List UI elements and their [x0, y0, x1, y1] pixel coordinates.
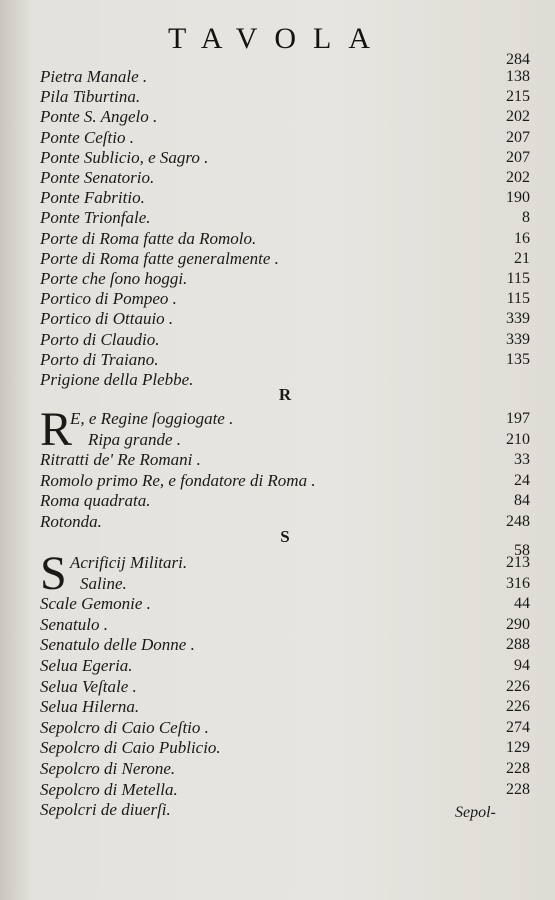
entry-page-number: 339 — [506, 310, 530, 328]
entry-page-number: 226 — [506, 677, 530, 695]
entry-page-number: 228 — [506, 780, 530, 798]
entry-page-number: 33 — [514, 451, 530, 468]
entry-title: Romolo primo Re, e fondatore di Roma . — [40, 470, 316, 490]
entry-page-number: 274 — [506, 718, 530, 736]
entry-title: Senatulo . — [40, 614, 108, 634]
entry-page-number: 207 — [506, 148, 530, 166]
index-entry — [40, 229, 530, 249]
entry-title: Sepolcro di Metella. — [40, 779, 178, 799]
entry-page-number: 290 — [506, 615, 530, 633]
index-entry — [40, 269, 530, 289]
entry-title: Portico di Pompeo . — [40, 289, 177, 309]
entry-title: E, e Regine ſoggiogate . — [70, 409, 234, 428]
index-entry — [40, 409, 530, 429]
index-entry — [40, 188, 530, 208]
index-entry — [40, 87, 530, 107]
entry-title: Ponte Trionfale. — [40, 208, 151, 228]
entry-title: Pietra Manale . — [40, 67, 148, 86]
entry-title: Acrificij Militari. — [70, 553, 188, 572]
entry-title: Scale Gemonie . — [40, 594, 151, 614]
index-entry — [40, 697, 530, 717]
section-heading-s: S — [280, 527, 290, 546]
entry-title: Ponte Sublicio, e Sagro . — [40, 147, 209, 167]
index-entry — [40, 168, 530, 188]
entry-title: Porto di Traiano. — [40, 349, 159, 369]
entry-page-number: 94 — [514, 657, 530, 674]
entry-page-number: 44 — [514, 595, 530, 613]
index-entry — [40, 330, 530, 350]
entry-title: Porte di Roma fatte generalmente . — [40, 248, 279, 268]
entry-page-number: 202 — [506, 169, 530, 186]
section-heading-r: R — [278, 385, 292, 404]
entry-title: Porto di Claudio. — [40, 329, 160, 349]
entry-page-number: 21 — [514, 249, 530, 267]
entry-page-number: 284 — [506, 51, 530, 68]
entry-page-number: 202 — [506, 108, 530, 126]
entry-title: Sepolcri de diuerſi. — [40, 800, 171, 820]
index-entry — [40, 208, 530, 228]
entry-page-number: 115 — [506, 270, 530, 287]
entry-title: Ripa grande . — [88, 429, 182, 449]
entry-title: Ponte Fabritio. — [40, 188, 145, 208]
entry-page-number: 24 — [514, 471, 530, 489]
entry-page-number: 339 — [506, 330, 530, 348]
index-entry — [40, 450, 530, 470]
index-entry — [40, 128, 530, 148]
entry-page-number: 138 — [506, 68, 530, 85]
index-entry — [40, 471, 530, 491]
index-entry — [40, 491, 530, 511]
dropcap-r: R — [40, 403, 73, 456]
index-entry — [40, 780, 530, 800]
index-entry — [40, 718, 530, 738]
entry-title: Rotonda. — [40, 511, 102, 531]
index-entry — [40, 615, 530, 635]
index-entry — [40, 677, 530, 697]
entry-title: Sepolcro di Caio Ceſtio . — [40, 717, 209, 737]
entry-title: Porte che ſono hoggi. — [40, 269, 188, 288]
index-entry — [40, 148, 530, 168]
catchword: Sepol- — [455, 804, 496, 821]
entry-page-number: 84 — [514, 492, 530, 509]
entry-page-number: 190 — [506, 189, 530, 207]
entry-title: Selua Veſtale . — [40, 676, 137, 696]
entry-title: Ponte Senatorio. — [40, 168, 155, 187]
index-entry — [40, 656, 530, 676]
entry-page-number: 210 — [506, 430, 530, 448]
entry-page-number: 58 — [514, 542, 530, 559]
entry-title: Saline. — [80, 573, 127, 593]
entry-title: Portico di Ottauio . — [40, 309, 174, 329]
entry-page-number: 135 — [506, 350, 530, 368]
index-entry — [40, 350, 530, 370]
index-entry — [40, 249, 530, 269]
page-title: TAVOLA — [167, 22, 388, 55]
entry-page-number: 215 — [506, 88, 530, 106]
entry-title: Sepolcro di Nerone. — [40, 759, 176, 778]
entry-page-number: 226 — [506, 698, 530, 716]
entry-page-number: 115 — [506, 290, 530, 308]
entry-title: Ponte Ceſtio . — [40, 127, 134, 147]
index-entry — [40, 67, 530, 87]
entry-page-number: 316 — [506, 574, 530, 592]
entry-title: Ponte S. Angelo . — [40, 107, 158, 127]
index-entry — [40, 107, 530, 127]
entry-title: Porte di Roma fatte da Romolo. — [40, 228, 257, 248]
index-entry — [40, 594, 530, 614]
entry-page-number: 16 — [514, 229, 530, 247]
entry-page-number: 228 — [506, 760, 530, 777]
entry-title: Senatulo delle Donne . — [40, 635, 195, 655]
dropcap-s: S — [40, 547, 67, 600]
entry-title: Selua Egeria. — [40, 656, 133, 675]
index-entry — [40, 738, 530, 758]
entry-title: Selua Hilerna. — [40, 697, 140, 717]
index-entry — [40, 309, 530, 329]
entry-page-number: 288 — [506, 636, 530, 654]
index-entry — [40, 759, 530, 779]
entry-title: Roma quadrata. — [40, 491, 151, 510]
entry-title: Ritratti de' Re Romani . — [40, 450, 201, 469]
entry-page-number: 8 — [522, 209, 530, 227]
entry-page-number: 197 — [506, 410, 530, 427]
index-entry — [40, 289, 530, 309]
entry-title: Pila Tiburtina. — [40, 87, 141, 107]
entry-page-number: 207 — [506, 128, 530, 146]
entry-page-number: 248 — [506, 512, 530, 530]
entry-page-number: 213 — [506, 554, 530, 571]
index-entry — [40, 574, 530, 594]
index-entry — [40, 430, 530, 450]
entry-title: Prigione della Plebbe. — [40, 370, 194, 389]
entry-page-number: 129 — [506, 739, 530, 757]
index-entry — [40, 635, 530, 655]
entry-title: Sepolcro di Caio Publicio. — [40, 738, 221, 758]
index-entry — [40, 553, 530, 573]
